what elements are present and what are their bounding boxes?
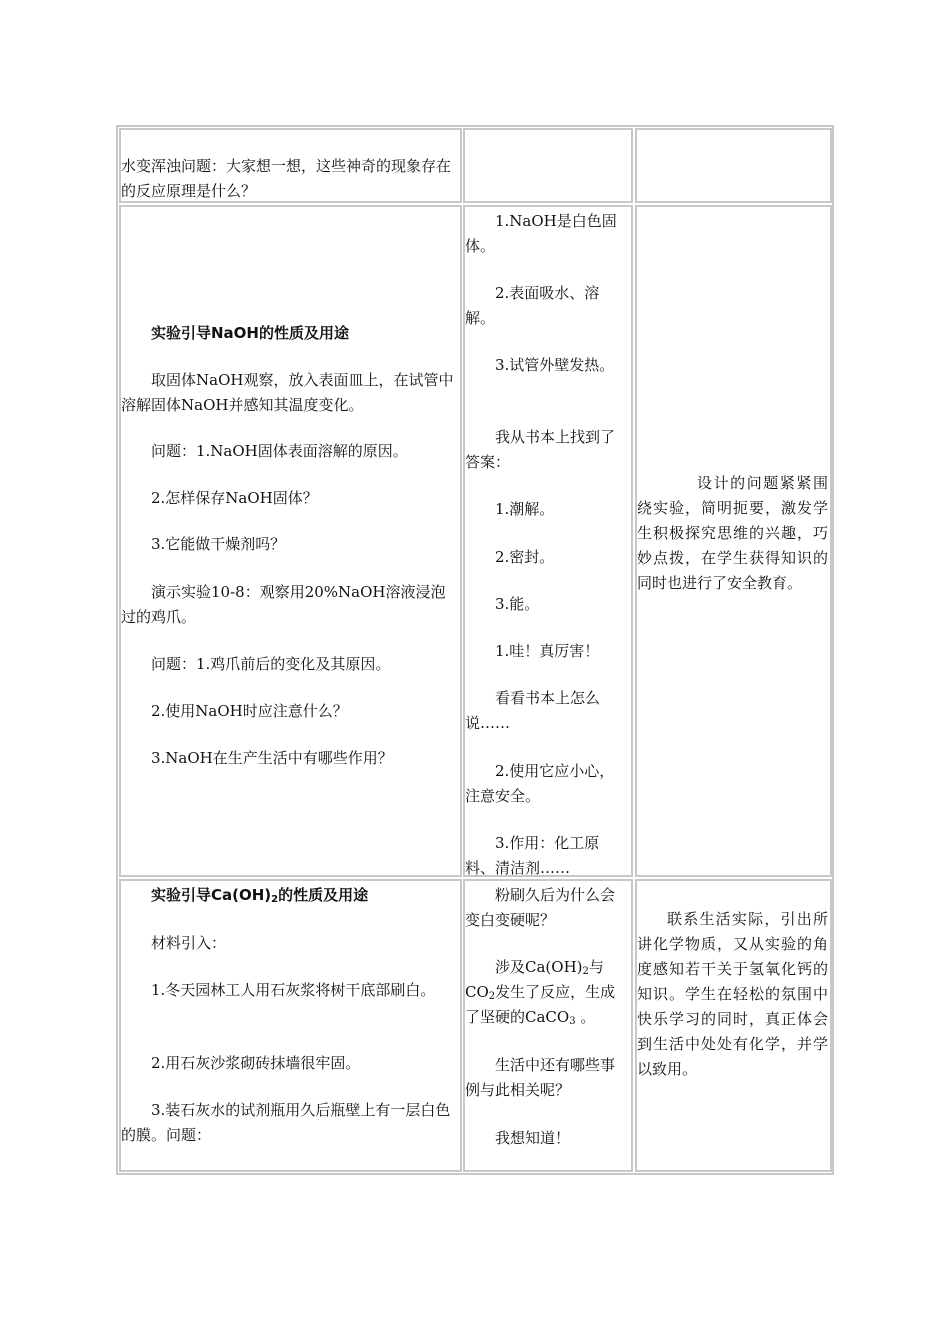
student-answer-8: 1.哇！真厉害！ xyxy=(495,642,600,660)
student-answer-4: 我从书本上找到了答案： xyxy=(465,428,616,471)
student-answer-10: 2.使用它应小心，注意安全。 xyxy=(465,762,615,805)
row1-col3-cell xyxy=(635,128,832,203)
heading-subscript: 2 xyxy=(271,894,279,905)
student-answer-3: 3.试管外壁发热。 xyxy=(495,356,615,374)
row2-col2-cell xyxy=(463,205,633,877)
text-part: 发生了反应，生成了坚硬的CaCO xyxy=(465,983,616,1026)
row1-text: 水变浑浊问题：大家想一想，这些神奇的现象存在的反应原理是什么？ xyxy=(121,157,452,200)
row2-col1-cell xyxy=(119,205,462,877)
student-answer-9: 看看书本上怎么说…… xyxy=(465,689,601,732)
student-answer-2: 2.表面吸水、溶解。 xyxy=(465,284,600,327)
design-intent-1: 设计的问题紧紧围绕实验，简明扼要，激发学生积极探究思维的兴趣，巧妙点拨，在学生获得知识的同时也进行了安全教育。 xyxy=(637,474,828,592)
student-question-paint: 粉刷久后为什么会变白变硬呢？ xyxy=(465,886,616,929)
text-part: 与CO xyxy=(465,958,604,1001)
heading-part: 的性质及用途 xyxy=(278,886,369,904)
student-question-examples: 生活中还有哪些事例与此相关呢？ xyxy=(465,1056,616,1099)
row1-col2-cell xyxy=(463,128,633,203)
naoh-question-2: 2.怎样保存NaOH固体？ xyxy=(151,489,318,507)
material-2: 2.用石灰沙浆砌砖抹墙很牢固。 xyxy=(151,1054,361,1072)
naoh-question-1: 问题：1.NaOH固体表面溶解的原因。 xyxy=(151,442,408,460)
subscript: 3 xyxy=(569,1016,576,1027)
demo-experiment: 演示实验10-8：观察用20%NaOH溶液浸泡过的鸡爪。 xyxy=(121,583,446,626)
text-part: 。 xyxy=(575,1008,596,1026)
student-answer-6: 2.密封。 xyxy=(495,548,555,566)
demo-question-1: 问题：1.鸡爪前后的变化及其原因。 xyxy=(151,655,391,673)
material-1: 1.冬天园林工人用石灰浆将树干底部刷白。 xyxy=(151,981,436,999)
row3-col3-cell xyxy=(635,879,832,1172)
material-3: 3.装石灰水的试剂瓶用久后瓶壁上有一层白色的膜。问题： xyxy=(121,1101,451,1144)
naoh-procedure: 取固体NaOH观察，放入表面皿上，在试管中溶解固体NaOH并感知其温度变化。 xyxy=(121,371,454,414)
reaction-explanation xyxy=(465,955,629,1030)
student-answer-7: 3.能。 xyxy=(495,595,540,613)
demo-question-3: 3.NaOH在生产生活中有哪些作用？ xyxy=(151,749,393,767)
design-intent-2: 联系生活实际，引出所讲化学物质，又从实验的角度感知若干关于氢氧化钙的知识。学生在轻松的氛围中快乐学习的同时，真正体会到生活中处处有化学，并学以致用。 xyxy=(637,910,828,1078)
student-want-know: 我想知道！ xyxy=(495,1129,571,1147)
text-part: 涉及Ca(OH) xyxy=(495,958,583,976)
subscript: 2 xyxy=(582,966,589,977)
material-intro: 材料引入： xyxy=(151,934,227,952)
heading-part: 实验引导Ca(OH) xyxy=(151,886,272,904)
student-answer-1: 1.NaOH是白色固体。 xyxy=(465,212,617,255)
demo-question-2: 2.使用NaOH时应注意什么？ xyxy=(151,702,348,720)
student-answer-5: 1.潮解。 xyxy=(495,500,555,518)
row3-col2-cell xyxy=(463,879,633,1172)
subscript: 2 xyxy=(488,991,496,1002)
caoh2-heading xyxy=(121,883,458,908)
naoh-question-3: 3.它能做干燥剂吗？ xyxy=(151,535,286,553)
student-answer-11: 3.作用：化工原料、清洁剂…… xyxy=(465,834,600,877)
row1-col1-cell xyxy=(119,128,462,203)
row3-col1-cell xyxy=(119,879,462,1172)
row2-col3-cell xyxy=(635,205,832,877)
naoh-heading: 实验引导NaOH的性质及用途 xyxy=(151,324,349,342)
